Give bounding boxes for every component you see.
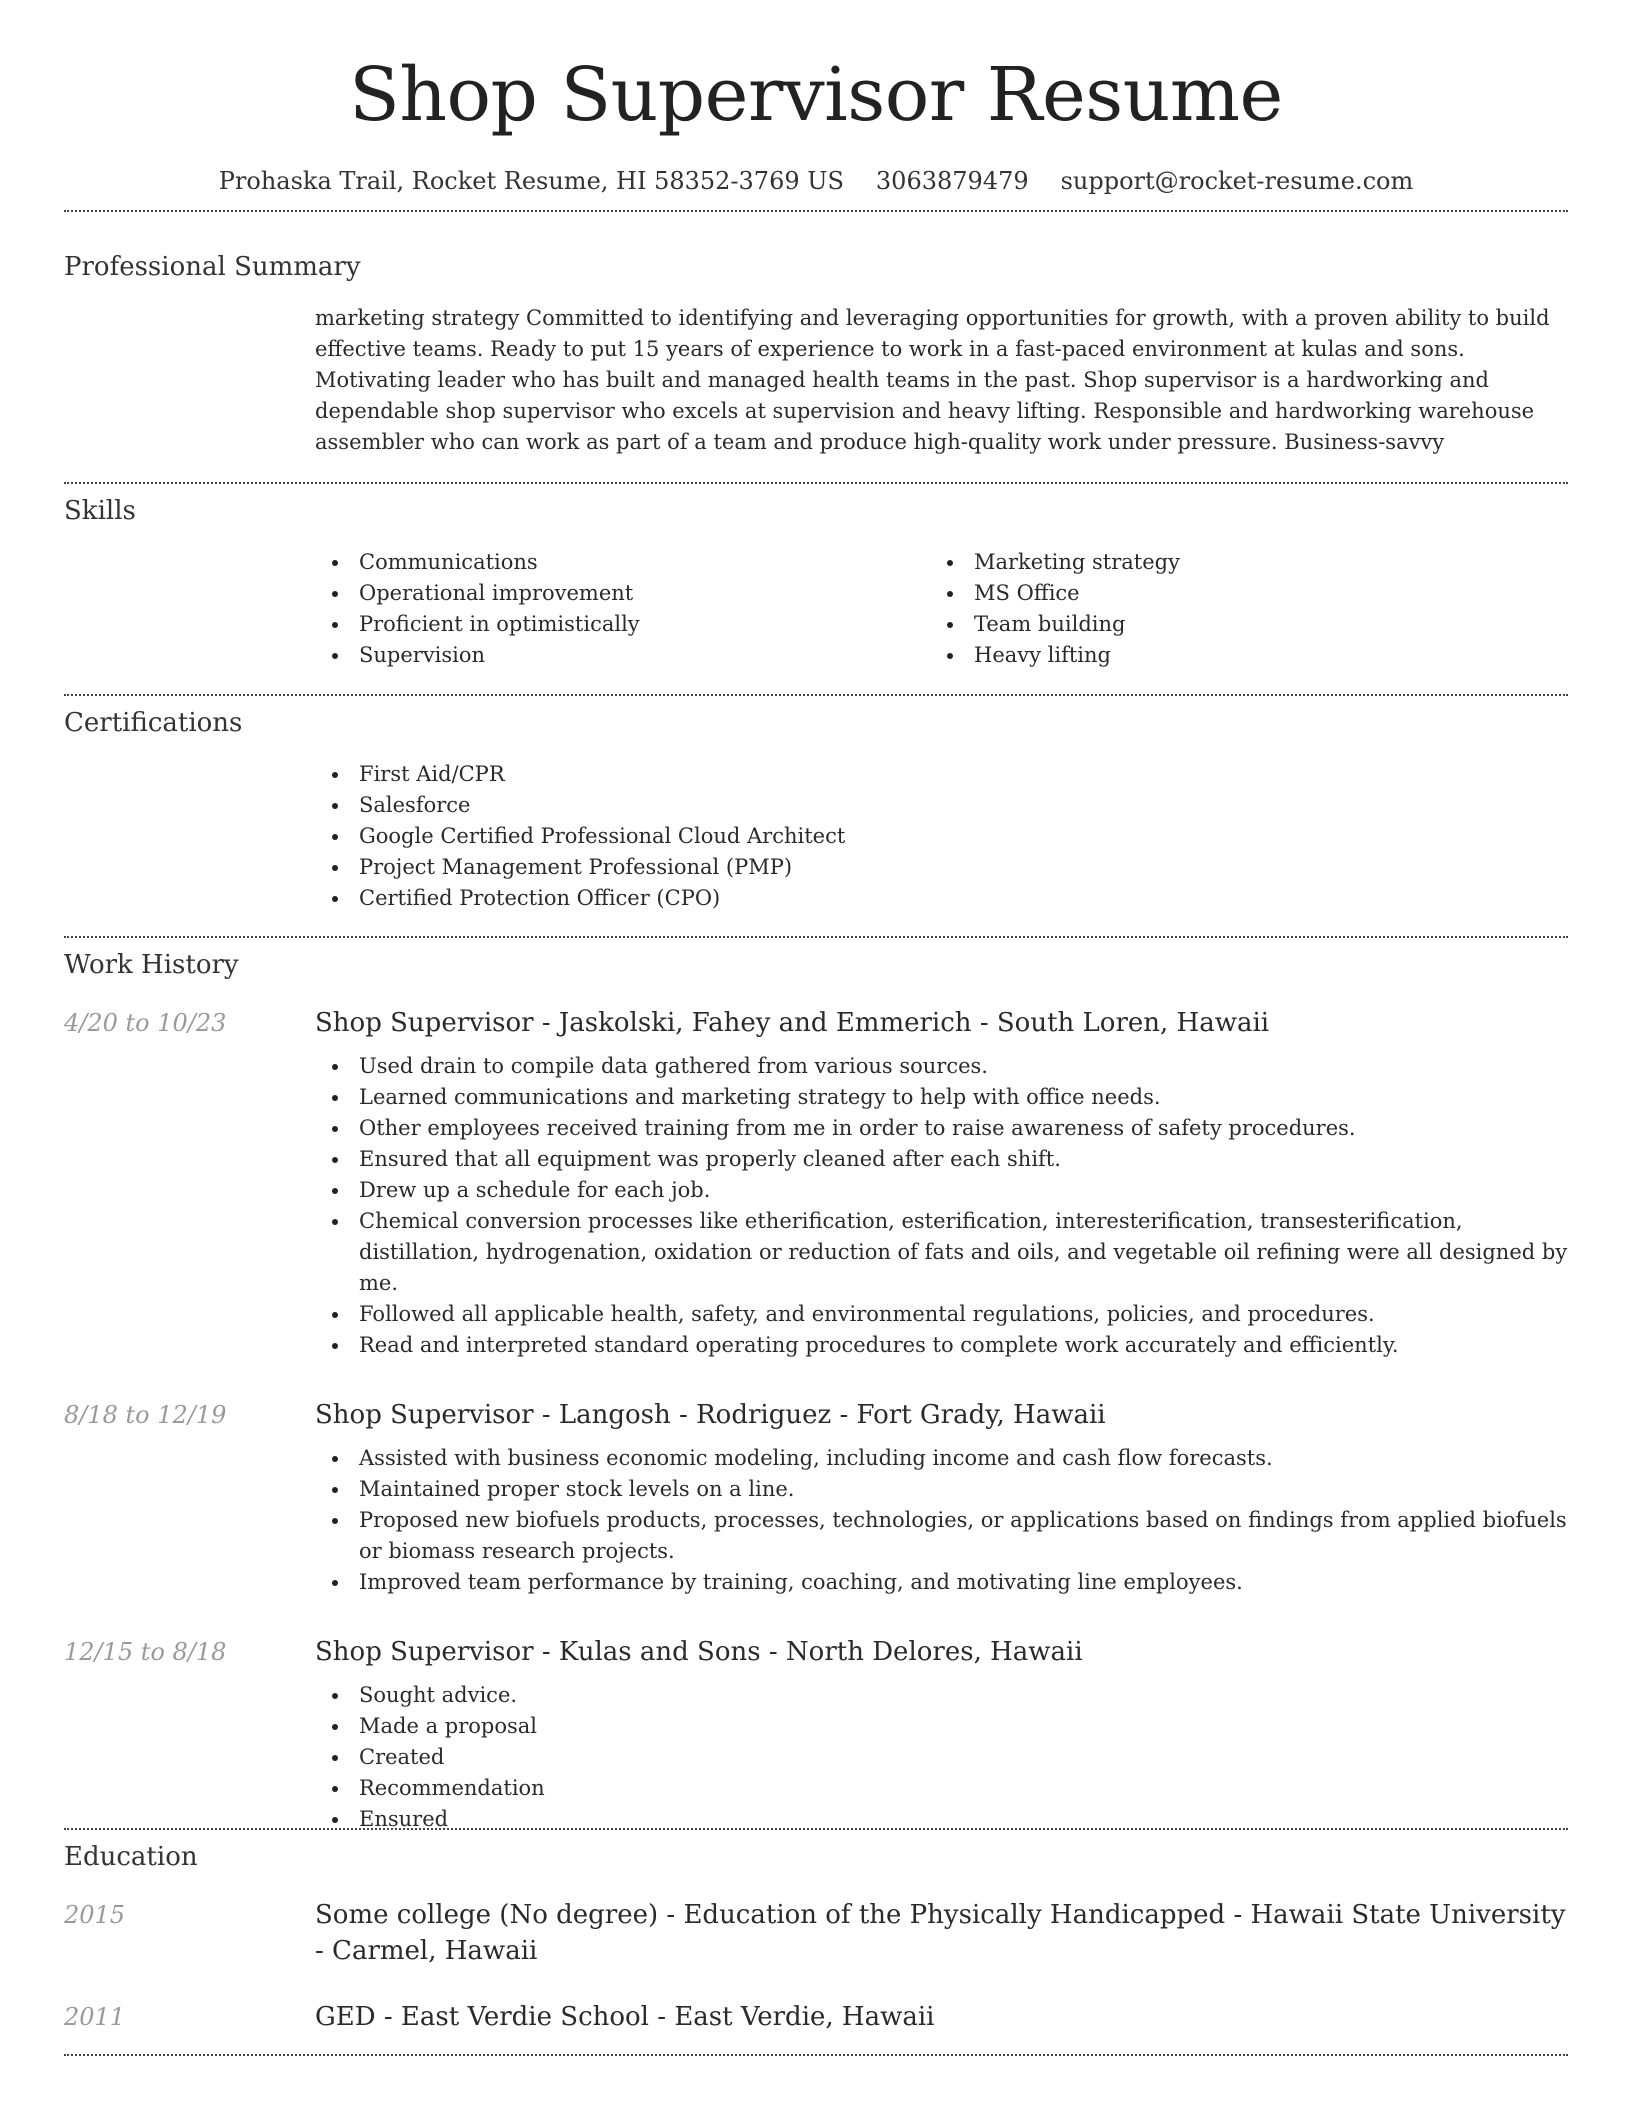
- education-entry: [64, 1999, 1568, 2035]
- skill-item: Marketing strategy: [930, 547, 1568, 578]
- job-title: Shop Supervisor - Langosh - Rodriguez - Fort Grady, Hawaii: [315, 1400, 1106, 1430]
- skill-item: Heavy lifting: [930, 640, 1568, 671]
- certification-item: Project Management Professional (PMP): [315, 852, 1568, 883]
- education-entry: [64, 1897, 1568, 1969]
- job-header: [64, 1634, 1568, 1670]
- skills-list-right: [930, 547, 1568, 671]
- job-bullet: Created: [315, 1742, 1568, 1773]
- education-date: 2015: [64, 1901, 126, 1929]
- skill-item: Team building: [930, 609, 1568, 640]
- job-bullet: Chemical conversion processes like etherification, esterification, interesterification, transesterification, distillation, hydrogenation, oxidation or reduction of fats and oils, and vegetable oil refining were all designed by me.: [315, 1206, 1568, 1299]
- job-bullet: Learned communications and marketing strategy to help with office needs.: [315, 1082, 1568, 1113]
- job-date: 12/15 to 8/18: [64, 1638, 227, 1666]
- section-heading-education: Education: [64, 1842, 198, 1872]
- job-entry: [64, 1005, 1568, 1361]
- education-title: GED - East Verdie School - East Verdie, Hawaii: [315, 2002, 935, 2032]
- section-heading-summary: Professional Summary: [64, 252, 361, 282]
- job-bullet: Improved team performance by training, coaching, and motivating line employees.: [315, 1567, 1568, 1598]
- skills-list-left: [315, 547, 930, 671]
- job-bullet: Followed all applicable health, safety, and environmental regulations, policies, and procedures.: [315, 1299, 1568, 1330]
- job-date: 8/18 to 12/19: [64, 1401, 227, 1429]
- job-bullet: Drew up a schedule for each job.: [315, 1175, 1568, 1206]
- skills-grid: [315, 547, 1568, 671]
- job-bullet: Ensured: [315, 1804, 1568, 1835]
- education-section: [64, 1830, 1568, 2054]
- job-bullet: Other employees received training from me in order to raise awareness of safety procedures.: [315, 1113, 1568, 1144]
- section-heading-certifications: Certifications: [64, 708, 243, 738]
- job-bullet: Assisted with business economic modeling, including income and cash flow forecasts.: [315, 1443, 1568, 1474]
- section-heading-skills: Skills: [64, 496, 136, 526]
- certification-item: Certified Protection Officer (CPO): [315, 883, 1568, 914]
- certification-item: Google Certified Professional Cloud Architect: [315, 821, 1568, 852]
- certification-item: First Aid/CPR: [315, 759, 1568, 790]
- job-bullet: Read and interpreted standard operating procedures to complete work accurately and efficiently.: [315, 1330, 1568, 1361]
- contact-address: Prohaska Trail, Rocket Resume, HI 58352-3769 US: [218, 167, 844, 195]
- education-date: 2011: [64, 2003, 126, 2031]
- job-title: Shop Supervisor - Kulas and Sons - North Delores, Hawaii: [315, 1637, 1083, 1667]
- contact-phone: 3063879479: [875, 167, 1029, 195]
- contact-line: [64, 152, 1568, 210]
- summary-text: marketing strategy Committed to identifying and leveraging opportunities for growth, with a proven ability to build effective teams. Ready to put 15 years of experience to work in a fast-paced environment at kulas and sons. Motivating leader who has built and managed health teams in the past. Shop supervisor is a hardworking and dependable shop supervisor who excels at supervision and heavy lifting. Responsible and hardworking warehouse assembler who can work as part of a team and produce high-quality work under pressure. Business-savvy: [315, 306, 1550, 454]
- job-date: 4/20 to 10/23: [64, 1009, 227, 1037]
- work-history-section: [64, 938, 1568, 1831]
- job-bullet: Ensured that all equipment was properly cleaned after each shift.: [315, 1144, 1568, 1175]
- job-bullet: Maintained proper stock levels on a line.: [315, 1474, 1568, 1505]
- job-header: [64, 1005, 1568, 1041]
- skills-section: [64, 484, 1568, 694]
- skill-item: Proficient in optimistically: [315, 609, 930, 640]
- skill-item: Communications: [315, 547, 930, 578]
- certifications-list: [315, 759, 1568, 914]
- divider: [64, 2054, 1568, 2056]
- page-title: Shop Supervisor Resume: [349, 52, 1283, 138]
- skill-item: Operational improvement: [315, 578, 930, 609]
- section-heading-work: Work History: [64, 950, 239, 980]
- job-title: Shop Supervisor - Jaskolski, Fahey and Emmerich - South Loren, Hawaii: [315, 1008, 1270, 1038]
- job-header: [64, 1397, 1568, 1433]
- job-entry: [64, 1397, 1568, 1598]
- job-bullets: [315, 1051, 1568, 1361]
- skill-item: Supervision: [315, 640, 930, 671]
- certification-item: Salesforce: [315, 790, 1568, 821]
- job-entry: [64, 1634, 1568, 1835]
- contact-email: support@rocket-resume.com: [1060, 167, 1414, 195]
- certifications-section: [64, 696, 1568, 936]
- skill-item: MS Office: [930, 578, 1568, 609]
- job-bullet: Made a proposal: [315, 1711, 1568, 1742]
- job-bullet: Sought advice.: [315, 1680, 1568, 1711]
- job-bullet: Recommendation: [315, 1773, 1568, 1804]
- education-title: Some college (No degree) - Education of the Physically Handicapped - Hawaii State University - Carmel, Hawaii: [315, 1900, 1566, 1966]
- professional-summary-section: [64, 212, 1568, 482]
- job-bullet: Used drain to compile data gathered from various sources.: [315, 1051, 1568, 1082]
- job-bullets: [315, 1680, 1568, 1835]
- job-bullets: [315, 1443, 1568, 1598]
- job-bullet: Proposed new biofuels products, processes, technologies, or applications based on findings from applied biofuels or biomass research projects.: [315, 1505, 1568, 1567]
